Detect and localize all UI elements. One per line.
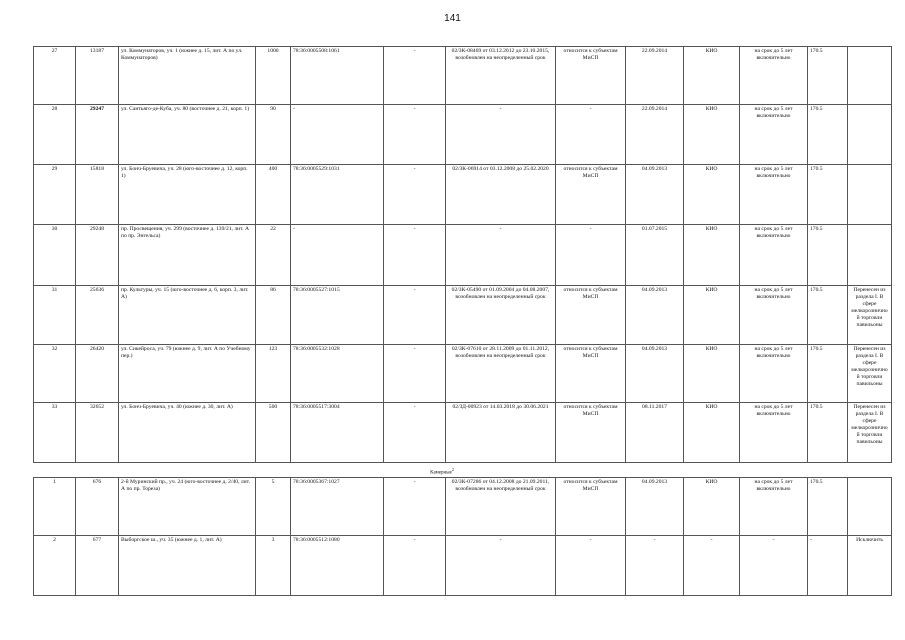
cell-term: на срок до 5 лет включительно (740, 105, 808, 165)
cell-dash: - (384, 165, 446, 225)
cell-subject: относится к субъектам МиСП (556, 478, 626, 536)
cell-agreement: 02/ЗК-07610 от 28.11.2009 до 01.11.2012, возобновлен на неопределенный срок (446, 345, 556, 403)
cell-cadastre: 78:36:0005508:1061 (291, 47, 384, 105)
table-row (34, 286, 892, 345)
cell-date: 01.07.2015 (626, 225, 684, 286)
cell-term: на срок до 5 лет включительно (740, 478, 808, 536)
cell-dash: - (384, 105, 446, 165)
cell-id: 25636 (76, 286, 119, 345)
cell-org: КИО (684, 105, 740, 165)
cell-note: Перенесен из раздела I. В сфере мелкорозничной торговли павильоны (848, 286, 892, 345)
cell-id: 26420 (76, 345, 119, 403)
cell-number: 27 (34, 47, 76, 105)
cell-subject: - (556, 225, 626, 286)
cell-id: 29247 (76, 105, 119, 165)
table-row (34, 536, 892, 596)
cell-address: 2-й Муринский пр., уч. 24 (юго-восточнее д. 2/40, лит. А по пр. Тореза) (119, 478, 256, 536)
cell-code: 170.5 (808, 345, 848, 403)
cell-subject: относится к субъектам МиСП (556, 286, 626, 345)
cell-address: ул. Сантьяго-де-Куба, уч. 80 (восточнее д. 21, корп. 1) (119, 105, 256, 165)
table-row (34, 478, 892, 536)
cell-address: пр. Просвещения, уч. 299 (восточнее д. 139/21, лит. А по пр. Энгельса) (119, 225, 256, 286)
cell-code: 170.5 (808, 225, 848, 286)
cell-cadastre: 78:36:0005512:1080 (291, 536, 384, 596)
cell-agreement: 02/ЗД-00923 от 14.03.2018 до 30.06.2021 (446, 403, 556, 463)
cell-number: 32 (34, 345, 76, 403)
cell-agreement: 02/ЗК-08469 от 03.12.2012 до 23.10.2015, возобновлен на неопределенный срок (446, 47, 556, 105)
main-table (33, 46, 892, 463)
cell-date: 08.11.2017 (626, 403, 684, 463)
cell-cadastre: 78:36:0005527:1015 (291, 286, 384, 345)
cell-id: 32652 (76, 403, 119, 463)
cell-org: КИО (684, 165, 740, 225)
cell-dash: - (384, 47, 446, 105)
cell-cadastre: - (291, 105, 384, 165)
cell-agreement: 02/ЗК-05490 от 01.09.2004 до 04.08.2007, возобновлен на неопределенный срок (446, 286, 556, 345)
cell-area: 3 (256, 536, 291, 596)
cell-note: Перенесен из раздела I. В сфере мелкорозничной торговли павильоны (848, 345, 892, 403)
cell-number: 33 (34, 403, 76, 463)
table-row (34, 225, 892, 286)
cell-agreement: - (446, 536, 556, 596)
cell-cadastre: 78:36:0005532:1028 (291, 345, 384, 403)
cell-area: 400 (256, 165, 291, 225)
cell-code: - (808, 536, 848, 596)
cell-area: 90 (256, 105, 291, 165)
cell-note (848, 165, 892, 225)
cell-agreement: 02/ЗК-06914 от 03.12.2008 до 25.02.2020 (446, 165, 556, 225)
cell-term: на срок до 5 лет включительно (740, 286, 808, 345)
cell-id: 676 (76, 478, 119, 536)
cell-dash: - (384, 286, 446, 345)
cell-id: 15818 (76, 165, 119, 225)
cell-area: 500 (256, 403, 291, 463)
cell-note: Перенесен из раздела I. В сфере мелкорозничной торговли павильоны (848, 403, 892, 463)
cell-date: 04.09.2013 (626, 165, 684, 225)
cell-dash: - (384, 403, 446, 463)
cell-area: 1000 (256, 47, 291, 105)
section-label: Камерные$^2$ (430, 467, 454, 476)
cell-date: 22.09.2014 (626, 105, 684, 165)
cell-number: 28 (34, 105, 76, 165)
cell-address: пр. Культуры, уч. 15 (юго-восточнее д. 6, корп. 3, лит. А) (119, 286, 256, 345)
cell-code: 170.5 (808, 478, 848, 536)
cell-code: 170.5 (808, 403, 848, 463)
table-row (34, 403, 892, 463)
cell-dash: - (384, 536, 446, 596)
cell-area: 123 (256, 345, 291, 403)
cell-note (848, 105, 892, 165)
cell-address: ул. Коммунаторов, уч. 1 (южнее д. 15, лит. А по ул. Коммунаторов) (119, 47, 256, 105)
cell-org: КИО (684, 478, 740, 536)
cell-subject: относится к субъектам МиСП (556, 165, 626, 225)
cell-id: 29248 (76, 225, 119, 286)
cell-number: 1 (34, 478, 76, 536)
cell-subject: - (556, 105, 626, 165)
cell-cadastre: 78:36:0005529:1031 (291, 165, 384, 225)
cell-address: Выборгское ш., уч. 35 (южнее д. 1, лит. А) (119, 536, 256, 596)
cell-org: КИО (684, 345, 740, 403)
cell-date: 04.09.2013 (626, 345, 684, 403)
cell-dash: - (384, 345, 446, 403)
cell-dash: - (384, 225, 446, 286)
cell-area: 22 (256, 225, 291, 286)
cell-note: Исключить (848, 536, 892, 596)
cell-subject: относится к субъектам МиСП (556, 403, 626, 463)
cell-code: 170.5 (808, 165, 848, 225)
cell-address: ул. Сикейроса, уч. 79 (южнее д. 9, лит. А по Учебному пер.) (119, 345, 256, 403)
table-row (34, 105, 892, 165)
cell-term: на срок до 5 лет включительно (740, 47, 808, 105)
cell-address: ул. Бонч-Бруевича, уч. 40 (южнее д. 30, лит. А) (119, 403, 256, 463)
cell-date: 04.09.2013 (626, 286, 684, 345)
cell-code: 170.5 (808, 105, 848, 165)
cell-note (848, 478, 892, 536)
table-row (34, 345, 892, 403)
cell-org: КИО (684, 403, 740, 463)
cell-number: 31 (34, 286, 76, 345)
second-table (33, 477, 892, 596)
cell-term: - (740, 536, 808, 596)
cell-note (848, 225, 892, 286)
cell-org: - (684, 536, 740, 596)
page-number: 141 (444, 13, 461, 24)
cell-subject: относится к субъектам МиСП (556, 345, 626, 403)
cell-id: 677 (76, 536, 119, 596)
cell-org: КИО (684, 47, 740, 105)
cell-dash: - (384, 478, 446, 536)
table-row (34, 165, 892, 225)
cell-org: КИО (684, 225, 740, 286)
cell-term: на срок до 5 лет включительно (740, 403, 808, 463)
cell-subject: относится к субъектам МиСП (556, 47, 626, 105)
cell-id: 13187 (76, 47, 119, 105)
cell-date: 22.09.2014 (626, 47, 684, 105)
cell-number: 29 (34, 165, 76, 225)
cell-agreement: - (446, 105, 556, 165)
cell-cadastre: - (291, 225, 384, 286)
cell-code: 170.5 (808, 286, 848, 345)
cell-area: 86 (256, 286, 291, 345)
cell-term: на срок до 5 лет включительно (740, 345, 808, 403)
cell-number: 30 (34, 225, 76, 286)
cell-code: 170.5 (808, 47, 848, 105)
cell-area: 5 (256, 478, 291, 536)
cell-date: 04.09.2013 (626, 478, 684, 536)
cell-cadastre: 78:36:0005517:3004 (291, 403, 384, 463)
cell-agreement: 02/ЗК-07286 от 04.12.2008 до 21.09.2011, возобновлен на неопределенный срок (446, 478, 556, 536)
cell-note (848, 47, 892, 105)
cell-number: 2 (34, 536, 76, 596)
table-row (34, 47, 892, 105)
cell-org: КИО (684, 286, 740, 345)
cell-subject: - (556, 536, 626, 596)
cell-cadastre: 78:36:0005367:1027 (291, 478, 384, 536)
cell-address: ул. Бонч-Бруевича, уч. 28 (юго-восточнее д. 12, корп. 1) (119, 165, 256, 225)
cell-date: - (626, 536, 684, 596)
cell-agreement: - (446, 225, 556, 286)
cell-term: на срок до 5 лет включительно (740, 165, 808, 225)
cell-term: на срок до 5 лет включительно (740, 225, 808, 286)
